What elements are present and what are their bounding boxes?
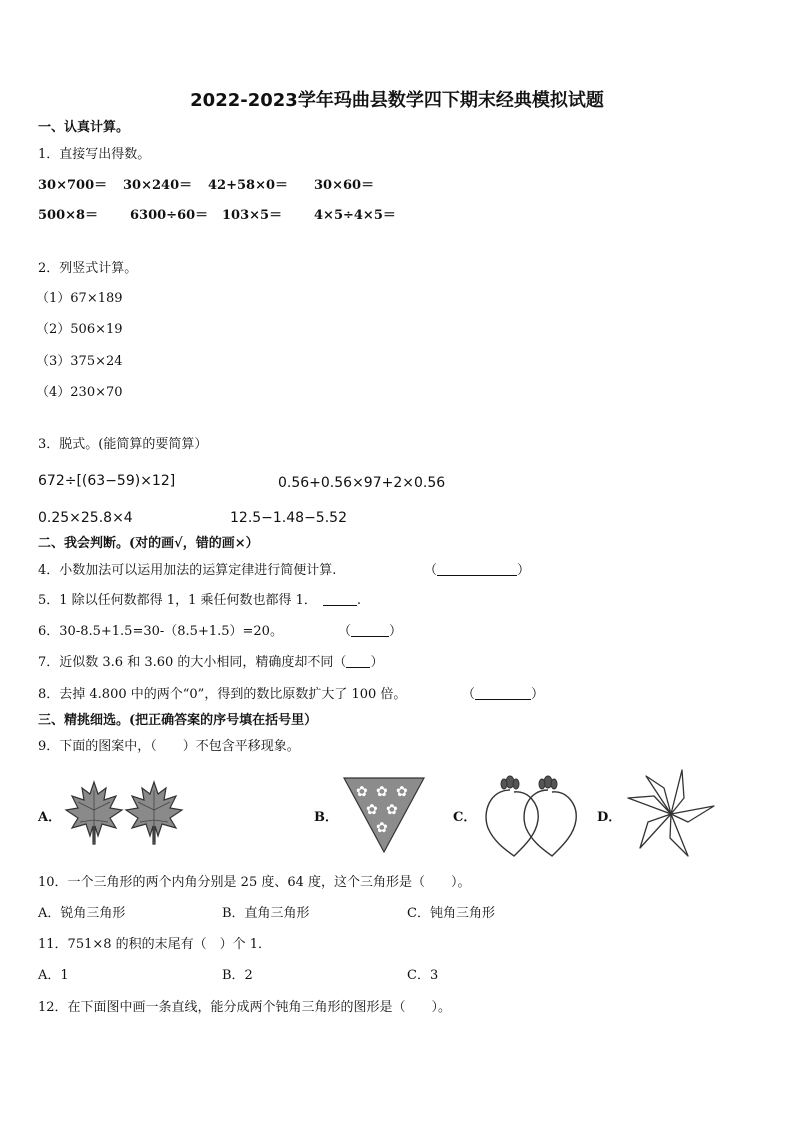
q3-expr-2: 0.56+0.56×97+2×0.56 [278, 475, 446, 491]
q8-close-paren: ） [531, 687, 545, 702]
q11-option-b[interactable]: B．2 [222, 968, 253, 983]
q1-prompt: 1．直接写出得数。 [38, 147, 151, 162]
q8-blank[interactable] [475, 686, 531, 700]
q3-expr-1: 672÷[(63−59)×12] [38, 473, 176, 489]
q3-prompt: 3．脱式。(能简算的要简算） [38, 437, 208, 452]
q9-option-d-label[interactable]: D． [597, 810, 622, 825]
svg-text:✿: ✿ [376, 784, 388, 800]
q2-item-4: （4）230×70 [36, 385, 123, 400]
svg-text:✿: ✿ [396, 784, 408, 800]
q9-prompt: 9．下面的图案中，（ ）不包含平移现象。 [38, 739, 300, 754]
q3-expr-3: 0.25×25.8×4 [38, 510, 133, 526]
q6-answer[interactable] [338, 623, 402, 641]
q4-close-paren: ） [517, 563, 531, 578]
svg-text:✿: ✿ [366, 802, 378, 818]
q1-r2-c1: 500×8＝ [38, 208, 99, 223]
q7-statement: 7．近似数 3.6 和 3.60 的大小相同，精确度却不同 [38, 655, 334, 670]
q6-close-paren: ） [389, 624, 403, 639]
q9-option-a-label[interactable]: A． [38, 810, 62, 825]
q7-open-paren: （ [333, 655, 347, 670]
q8-open-paren: （ [462, 687, 476, 702]
q2-item-2: （2）506×19 [36, 322, 123, 337]
section-2-heading: 二、我会判断。(对的画√，错的画×） [38, 536, 259, 551]
q1-r2-c4: 4×5÷4×5＝ [314, 208, 396, 223]
section-3-heading: 三、精挑细选。(把正确答案的序号填在括号里） [38, 713, 318, 728]
q10-option-b[interactable]: B．直角三角形 [222, 906, 310, 921]
q1-r1-c3: 42+58×0＝ [208, 178, 289, 193]
q10-option-c[interactable]: C．钝角三角形 [407, 906, 495, 921]
q11-option-c[interactable]: C．3 [407, 968, 439, 983]
q2-prompt: 2．列竖式计算。 [38, 261, 138, 276]
q11-prompt: 11．751×8 的积的末尾有（ ）个 1． [38, 937, 272, 952]
q2-item-1: （1）67×189 [36, 291, 123, 306]
q8-answer[interactable] [462, 686, 544, 704]
triangle-flowers-icon[interactable] [342, 776, 426, 854]
pinwheel-icon[interactable] [626, 768, 716, 860]
svg-text:✿: ✿ [376, 820, 388, 836]
q4-answer[interactable] [424, 562, 530, 580]
q10-prompt: 10．一个三角形的两个内角分别是 25 度、64 度，这个三角形是（ ）。 [38, 875, 471, 890]
q1-r1-c4: 30×60＝ [314, 178, 375, 193]
q5-text [38, 592, 361, 610]
q10-option-a[interactable]: A．锐角三角形 [38, 906, 126, 921]
q1-r1-c2: 30×240＝ [123, 178, 193, 193]
q11-option-a[interactable]: A．1 [38, 968, 69, 983]
q6-open-paren: （ [338, 624, 352, 639]
q7-text [38, 654, 383, 672]
q9-option-b-label[interactable]: B． [314, 810, 338, 825]
q4-blank[interactable] [437, 562, 517, 576]
q6-blank[interactable] [351, 623, 389, 637]
q4-text: 4．小数加法可以运用加法的运算定律进行简便计算. [38, 563, 337, 578]
q5-statement: 5．1 除以任何数都得 1，1 乘任何数也都得 1． [38, 593, 317, 608]
q6-text: 6．30-8.5+1.5=30-（8.5+1.5）=20。 [38, 624, 283, 639]
q7-close-paren: ） [370, 655, 384, 670]
section-1-heading: 一、认真计算。 [38, 120, 130, 135]
q1-r1-c1: 30×700＝ [38, 178, 108, 193]
q2-item-3: （3）375×24 [36, 354, 123, 369]
maple-leaves-icon[interactable] [62, 776, 192, 851]
q8-text: 8．去掉 4.800 中的两个“0”，得到的数比原数扩大了 100 倍。 [38, 687, 407, 702]
svg-text:✿: ✿ [356, 784, 368, 800]
q3-expr-4: 12.5−1.48−5.52 [230, 510, 347, 526]
q12-prompt: 12．在下面图中画一条直线，能分成两个钝角三角形的图形是（ ）。 [38, 1000, 452, 1015]
q5-period: . [356, 593, 362, 608]
hearts-icon[interactable] [480, 770, 580, 860]
q1-r2-c3: 103×5＝ [222, 208, 283, 223]
q1-r2-c2: 6300÷60＝ [130, 208, 209, 223]
q5-blank[interactable] [323, 592, 357, 606]
svg-text:✿: ✿ [386, 802, 398, 818]
q7-blank[interactable] [346, 654, 370, 668]
q9-option-c-label[interactable]: C． [453, 810, 477, 825]
q4-open-paren: （ [424, 563, 438, 578]
page-title: 2022-2023学年玛曲县数学四下期末经典模拟试题 [190, 90, 604, 111]
